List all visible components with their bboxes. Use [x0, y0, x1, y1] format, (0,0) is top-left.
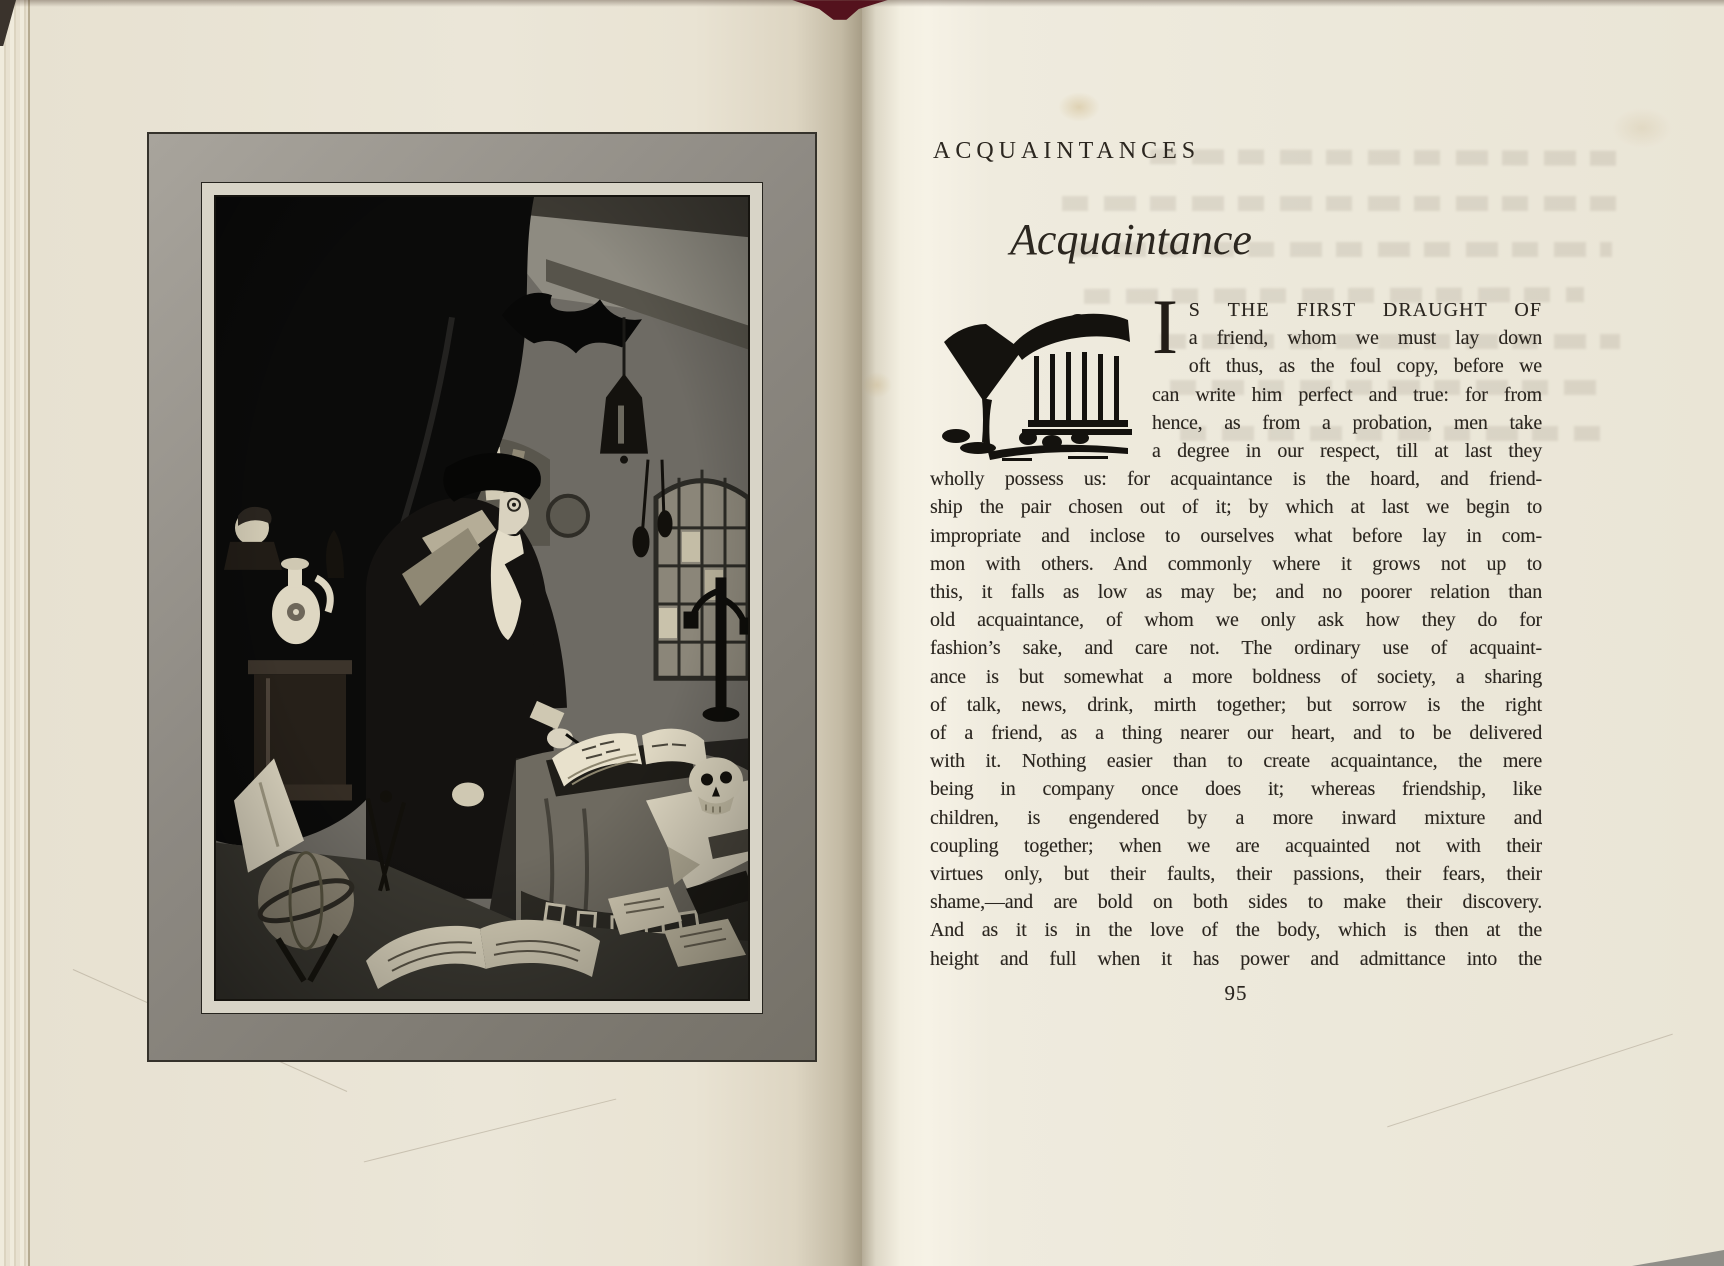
text-line: a friend, whom we must lay down — [1188, 327, 1542, 350]
text-line: ship the pair chosen out of it; by which at last we begin to — [930, 496, 1542, 519]
text-line: with it. Nothing easier than to create acquaintance, the mere — [930, 750, 1542, 773]
drop-cap: I — [1152, 283, 1178, 370]
stacked-page-edges — [0, 0, 30, 1266]
page-number: 95 — [1224, 980, 1248, 1005]
text-line: shame,—and are bold on both sides to make their discovery. — [930, 891, 1542, 914]
text-line: this, it falls as low as may be; and no poorer relation than — [930, 581, 1542, 604]
text-line: mon with others. And commonly where it grows not up to — [930, 552, 1542, 575]
body-lines — [930, 465, 1542, 973]
text-line: ance is but somewhat a more boldness of society, a sharing — [930, 665, 1542, 688]
vignette-shading — [216, 197, 748, 999]
text-line: a degree in our respect, till at last they — [1152, 440, 1542, 463]
text-line: of a friend, as a thing nearer our heart, and to be delivered — [930, 722, 1542, 745]
caps-line: S THE FIRST DRAUGHT OF — [1188, 299, 1542, 321]
plate-mat-inner-band — [201, 182, 763, 1014]
running-head: ACQUAINTANCES — [933, 138, 1201, 164]
text-line: coupling together; when we are acquainted not with their — [930, 834, 1542, 857]
temple-vignette-illustration — [928, 302, 1132, 462]
text-line: And as it is in the love of the body, which is then at the — [930, 919, 1542, 942]
text-line: wholly possess us: for acquaintance is the hoard, and friend- — [930, 468, 1542, 491]
text-line: oft thus, as the foul copy, before we — [1188, 355, 1542, 378]
text-line: old acquaintance, of whom we only ask how they do for — [930, 609, 1542, 632]
text-line: can write him perfect and true: for from — [1152, 383, 1542, 406]
text-line: of talk, news, drink, mirth together; but sorrow is the right — [930, 693, 1542, 716]
essay-text — [930, 283, 1542, 1007]
text-line: virtues only, but their faults, their passions, their fears, their — [930, 863, 1542, 886]
text-line: children, is engendered by a more inward mixture and — [930, 806, 1542, 829]
round-temple — [988, 314, 1132, 461]
scholar-study-illustration — [216, 197, 748, 999]
plate-frame — [147, 132, 817, 1062]
text-line: hence, as from a probation, men take — [1152, 411, 1542, 434]
chapter-title: Acquaintance — [1010, 215, 1252, 264]
text-line: being in company once does it; whereas friendship, like — [930, 778, 1542, 801]
plate-image — [214, 195, 750, 1001]
narrow-lines — [1152, 324, 1542, 465]
text-line: fashion’s sake, and care not. The ordinary use of acquaint- — [930, 637, 1542, 660]
fan-tree — [942, 324, 1022, 454]
text-line: height and full when it has power and admittance into the — [930, 947, 1542, 970]
text-line: impropriate and inclose to ourselves what before lay in com- — [930, 524, 1542, 547]
opening-lines — [1152, 283, 1542, 465]
